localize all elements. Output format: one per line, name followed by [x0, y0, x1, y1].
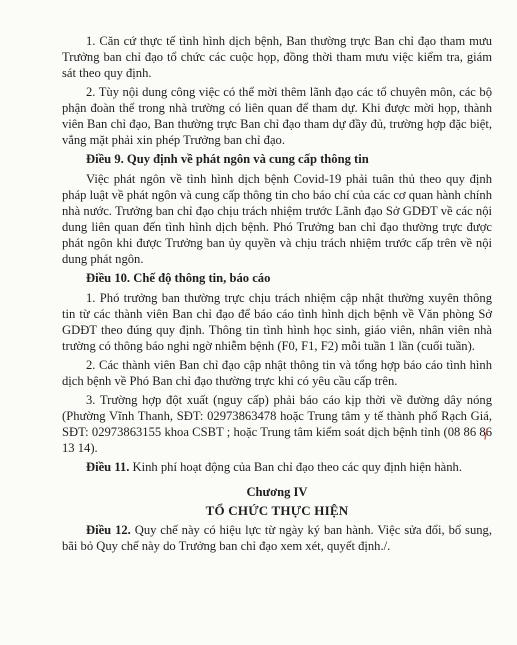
chapter-title: TỔ CHỨC THỰC HIỆN — [205, 503, 349, 518]
article-10-heading: Điều 10. Chế độ thông tin, báo cáo — [86, 271, 271, 285]
chapter-number: Chương IV — [246, 485, 308, 499]
paragraph-meeting-invitation: 2. Tùy nội dung công việc có thể mời thêm lãnh đạo các tổ chuyên môn, các bộ phận đoàn thể trong nhà trường có liên quan để tham dự. Khi được mời họp, thành viên Ban chỉ đạo, Ban thường trực Ban chỉ đạo tham dự đầy đủ, trường hợp đặc biệt, vắng mặt phải xin phép Trưởng ban chỉ đạo. — [62, 85, 492, 147]
article-9-heading: Điều 9. Quy định về phát ngôn và cung cấp thông tin — [86, 152, 369, 166]
article-12-body: Quy chế này có hiệu lực từ ngày ký ban hành. Việc sửa đổi, bổ sung, bãi bỏ Quy chế này do Trưởng ban chỉ đạo xem xét, quyết định./. — [62, 523, 492, 553]
article-10-clause-1: 1. Phó trưởng ban thường trực chịu trách nhiệm cập nhật thường xuyên thông tin từ các thành viên Ban chỉ đạo để báo cáo tình hình dịch bệnh về Văn phòng Sở GDĐT theo đúng quy định. Thông tin tình hình học sinh, giáo viên, nhân viên nhà trường có thông báo nghi ngờ nhiễm bệnh (F0, F1, F2) mỗi tuần 1 lần (cuối tuần). — [62, 291, 492, 353]
article-11-lead: Điều 11. — [86, 460, 130, 474]
article-11-body: Kinh phí hoạt động của Ban chỉ đạo theo các quy định hiện hành. — [129, 460, 462, 474]
paragraph-meeting-organization: 1. Căn cứ thực tế tình hình dịch bệnh, Ban thường trực Ban chỉ đạo tham mưu Trưởng ban chỉ đạo tổ chức các cuộc họp, đồng thời tham mưu việc kiểm tra, giám sát theo quy định. — [62, 34, 492, 80]
article-11 — [62, 459, 492, 475]
article-12 — [62, 522, 492, 554]
article-9-body: Việc phát ngôn về tình hình dịch bệnh Covid-19 phải tuân thủ theo quy định pháp luật về phát ngôn và cung cấp thông tin cho báo chí của các cơ quan hành chính nhà nước. Trưởng ban chỉ đạo chịu trách nhiệm trước Lãnh đạo Sở GDĐT về các nội dung liên quan đến tình hình dịch bệnh. Phó Trưởng ban chỉ đạo thường trực được phát ngôn khi được Trưởng ban ủy quyền và chịu trách nhiệm trước cấp trên về nội dung phát ngôn. — [62, 172, 492, 266]
article-12-lead: Điều 12. — [86, 523, 131, 537]
article-10-clause-3: 3. Trường hợp đột xuất (nguy cấp) phải báo cáo kịp thời về đường dây nóng (Phường Vĩnh Thanh, SĐT: 02973863478 hoặc Trung tâm y tế thành phố Rạch Giá, SĐT: 02973863155 khoa CSBT ; hoặc Trung tâm kiểm soát dịch bệnh tỉnh (08 86 86 13 14). — [62, 393, 492, 455]
pen-mark-icon — [484, 428, 488, 440]
article-10-clause-2: 2. Các thành viên Ban chỉ đạo cập nhật thông tin và tổng hợp báo cáo tình hình dịch bệnh về Phó Ban chỉ đạo thường trực khi có yêu cầu cấp trên. — [62, 358, 492, 388]
document-page — [62, 33, 492, 557]
